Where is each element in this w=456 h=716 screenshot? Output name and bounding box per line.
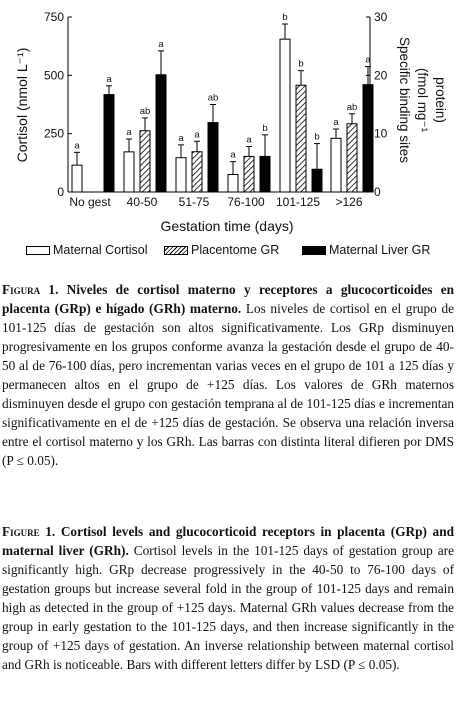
left-tick-label: 250 xyxy=(43,126,64,141)
caption-title: Cortisol levels and glucocorticoid receptors in placenta (GRp) and maternal liver (GRh). xyxy=(2,524,454,558)
caption-body: Cortisol levels in the 101-125 days of gestation group are significantly high. GRp decrease progressively in the 40-50 to 76-100 days of gestation groups but increase several fold in the group of 101-125 days and remain high as detected in the group of +125 days. Maternal GRh values decrease from the group in early gestation to the 101-125 days, and then increase significantly in the group of +125 days of gestation. An inverse relationship between maternal cortisol and GRh is noticeable. Bars with different letters differ by LSD (P ≤ 0.05). xyxy=(2,543,454,672)
right-tick-label: 20 xyxy=(374,68,388,83)
significance-letter: a xyxy=(194,129,200,141)
significance-letter: b xyxy=(314,131,320,143)
bar xyxy=(72,165,82,192)
bar xyxy=(124,152,134,192)
legend-label: Placentome GR xyxy=(191,243,280,257)
x-tick-label: 101-125 xyxy=(275,195,321,209)
caption-spanish xyxy=(2,280,454,470)
x-tick-label: No gest xyxy=(69,195,111,209)
left-tick-label: 750 xyxy=(43,10,64,24)
bar xyxy=(312,169,322,192)
bar xyxy=(363,85,373,192)
left-tick-label: 0 xyxy=(57,185,64,199)
bar xyxy=(347,124,357,192)
bar xyxy=(244,156,254,192)
x-tick-label: >126 xyxy=(335,195,363,209)
chart xyxy=(0,0,456,268)
significance-letter: ab xyxy=(346,101,358,113)
right-tick-label: 30 xyxy=(374,10,388,24)
legend-swatch-black xyxy=(302,246,326,255)
significance-letter: a xyxy=(158,38,164,50)
legend-item-placentome-gr xyxy=(164,243,279,257)
significance-letter: a xyxy=(178,132,184,144)
y-axis-label: Cortisol (nmol L⁻¹) xyxy=(14,47,30,163)
bar xyxy=(176,158,186,192)
legend-swatch-hatch xyxy=(164,246,188,255)
bar xyxy=(192,152,202,192)
bar-chart-svg xyxy=(0,0,456,240)
significance-letter: b xyxy=(262,122,268,134)
significance-letter: ab xyxy=(207,92,219,104)
bar xyxy=(331,138,341,192)
x-tick-label: 40-50 xyxy=(126,195,158,209)
caption-title: Niveles de cortisol materno y receptores a glucocorticoides en placenta (GRp) e hígado (GRh) materno. xyxy=(2,282,455,316)
y-right-axis-label: (fmol mg⁻¹ xyxy=(415,67,430,133)
legend-label: Maternal Cortisol xyxy=(53,243,148,257)
legend-item-maternal-cortisol xyxy=(26,243,147,257)
right-tick-label: 10 xyxy=(374,126,388,141)
legend xyxy=(26,243,446,261)
bar xyxy=(280,39,290,192)
bar xyxy=(208,123,218,192)
bar xyxy=(156,75,166,192)
significance-letter: a xyxy=(333,117,339,128)
significance-letter: a xyxy=(246,134,252,146)
bar xyxy=(260,156,270,192)
bar xyxy=(140,131,150,192)
x-tick-label: 76-100 xyxy=(227,195,265,209)
legend-item-maternal-liver-gr xyxy=(302,243,430,257)
significance-letter: b xyxy=(282,12,288,23)
significance-letter: a xyxy=(74,140,80,152)
significance-letter: a xyxy=(365,54,371,66)
right-tick-label: 0 xyxy=(374,185,381,199)
y-right-axis-label: protein) xyxy=(433,77,448,123)
significance-letter: a xyxy=(126,127,132,139)
significance-letter: a xyxy=(106,73,112,85)
significance-letter: b xyxy=(298,58,304,70)
significance-letter: a xyxy=(230,149,236,161)
caption-english xyxy=(2,522,454,674)
bar xyxy=(104,95,114,192)
x-tick-label: 51-75 xyxy=(178,195,210,209)
x-axis-label: Gestation time (days) xyxy=(160,218,294,234)
significance-letter: ab xyxy=(139,105,151,117)
caption-label: Figure 1. xyxy=(2,524,56,539)
bar xyxy=(296,85,306,192)
caption-label: Figura 1. xyxy=(2,282,59,297)
legend-label: Maternal Liver GR xyxy=(329,243,431,257)
bar xyxy=(228,175,238,193)
caption-body: Los niveles de cortisol en el grupo de 101-125 días de gestación son altos significativamente. Los GRp disminuyen progresivamente en los grupos conforme avanza la gestación desde el grupo de 40-50 al de 76-100 días, pero incrementan varias veces en el grupo de 101 a 125 días y permanecen altos en el grupo de +125 días. Los valores de GRh maternos disminuyen desde el grupo con gestación temprana al de 101-125 días e incrementan significativamente en el de +125 días de gestación. Se observa una relación inversa entre el cortisol materno y los GRh. Las barras con distinta literal difieren por DMS (P ≤ 0.05). xyxy=(2,301,455,468)
y-right-axis-label: Specific binding sites xyxy=(397,36,412,164)
legend-swatch-white xyxy=(26,246,50,255)
left-tick-label: 500 xyxy=(43,68,64,83)
